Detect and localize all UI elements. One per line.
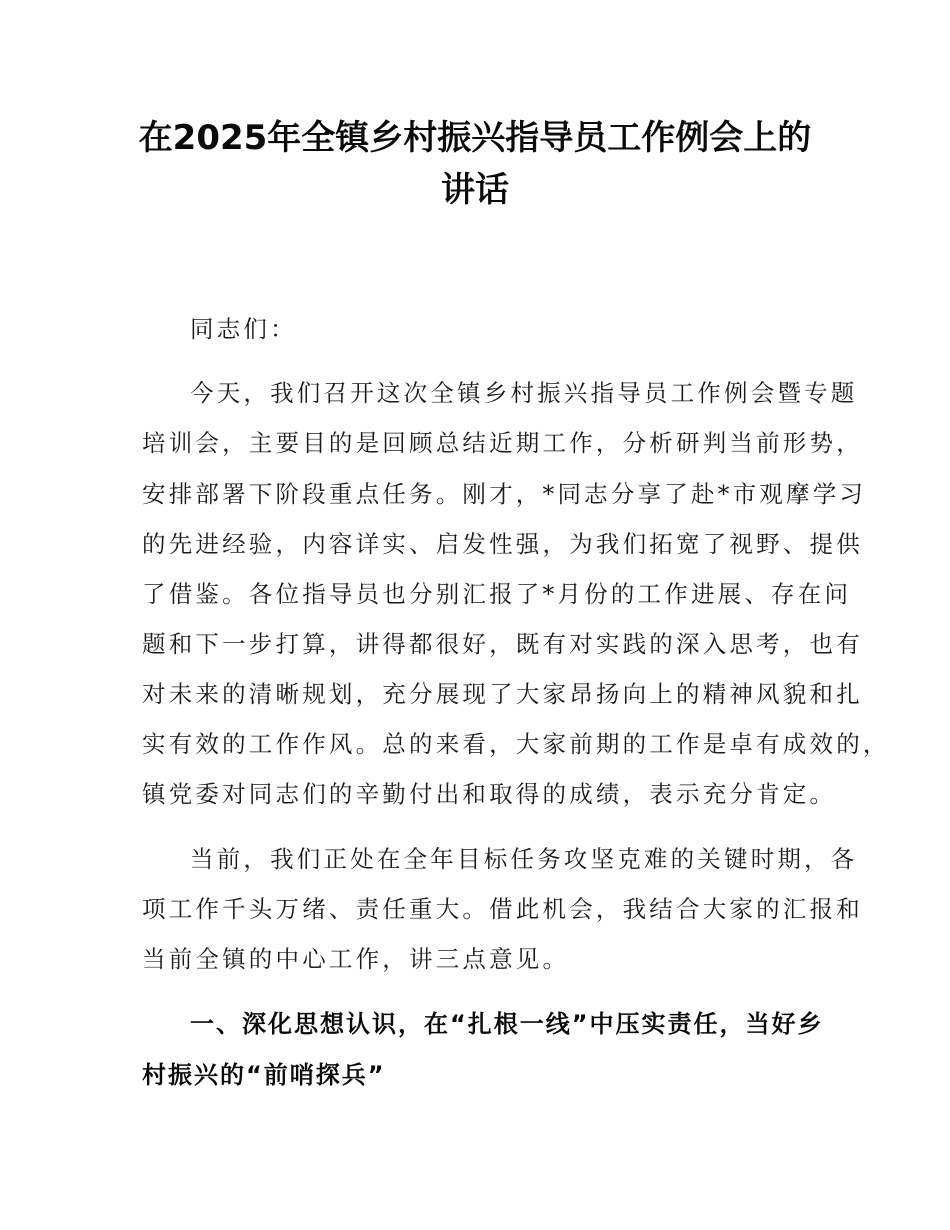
paragraph-line: 今天，我们召开这次全镇乡村振兴指导员工作例会暨专题 xyxy=(190,379,858,407)
heading-line: 一、深化思想认识，在“扎根一线”中压实责任，当好乡 xyxy=(190,1010,824,1038)
paragraph-line: 项工作千头万绪、责任重大。借此机会，我结合大家的汇报和 xyxy=(142,895,863,923)
paragraph-line: 实有效的工作作风。总的来看，大家前期的工作是卓有成效的， xyxy=(142,730,890,758)
paragraph-line: 当前全镇的中心工作，讲三点意见。 xyxy=(142,945,570,973)
paragraph-line: 培训会，主要目的是回顾总结近期工作，分析研判当前形势， xyxy=(142,429,863,457)
salutation: 同志们： xyxy=(190,315,297,343)
paragraph-line: 当前，我们正处在全年目标任务攻坚克难的关键时期，各 xyxy=(190,845,858,873)
heading-line: 村振兴的“前哨探兵” xyxy=(142,1061,386,1089)
paragraph-line: 的先进经验，内容详实、启发性强，为我们拓宽了视野、提供 xyxy=(142,530,863,558)
paragraph-line: 了借鉴。各位指导员也分别汇报了*月份的工作进展、存在问 xyxy=(142,580,852,608)
paragraph-line: 对未来的清晰规划，充分展现了大家昂扬向上的精神风貌和扎 xyxy=(142,680,863,708)
title-line-1: 在2025年全镇乡村振兴指导员工作例会上的 xyxy=(138,118,812,158)
paragraph-line: 安排部署下阶段重点任务。刚才，*同志分享了赴*市观摩学习 xyxy=(142,480,867,508)
title-line-2: 讲话 xyxy=(441,170,509,210)
paragraph-line: 题和下一步打算，讲得都很好，既有对实践的深入思考，也有 xyxy=(142,630,863,658)
paragraph-line: 镇党委对同志们的辛勤付出和取得的成绩，表示充分肯定。 xyxy=(142,780,837,808)
document-body xyxy=(142,0,890,1230)
